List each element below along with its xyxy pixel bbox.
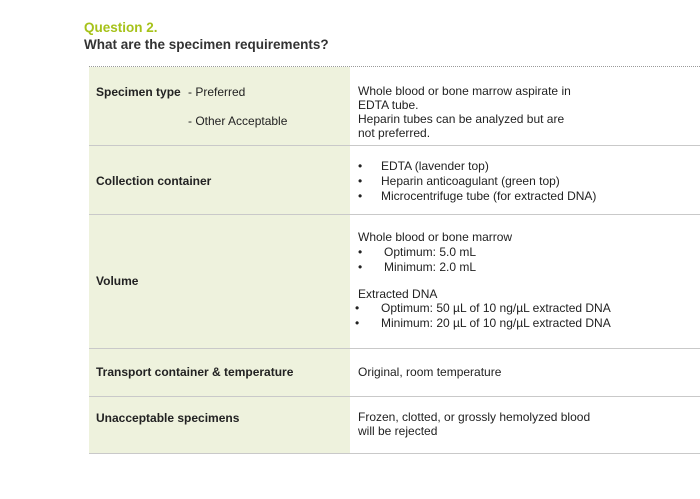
bullet-item xyxy=(358,260,476,274)
row-label-cell xyxy=(89,397,350,453)
bullet-item xyxy=(355,301,611,315)
bullet-text: Optimum: 5.0 mL xyxy=(384,245,477,259)
table-row-unacceptable xyxy=(89,397,700,454)
bullet-text: Optimum: 50 µL of 10 ng/µL extracted DNA xyxy=(381,301,611,315)
row-value-cell xyxy=(350,215,700,348)
value-line: not preferred. xyxy=(358,126,431,140)
bullet-item xyxy=(355,316,611,330)
bullet-item xyxy=(358,245,476,259)
value-line: EDTA tube. xyxy=(358,98,419,112)
row-label: Volume xyxy=(96,274,139,288)
bullet-glyph: • xyxy=(358,260,363,274)
bullet-glyph: • xyxy=(358,189,363,203)
value-line: Whole blood or bone marrow aspirate in xyxy=(358,84,571,98)
value-line: will be rejected xyxy=(358,424,438,438)
value-line: Heparin tubes can be analyzed but are xyxy=(358,112,565,126)
bullet-glyph: • xyxy=(358,245,363,259)
table-row-volume xyxy=(89,215,700,349)
row-label: Transport container & temperature xyxy=(96,365,294,379)
row-value-cell xyxy=(350,146,700,214)
row-label-cell xyxy=(89,215,350,348)
bullet-text: EDTA (lavender top) xyxy=(381,159,489,173)
row-label-cell xyxy=(89,67,350,145)
row-value-text xyxy=(358,84,571,140)
row-label: Specimen type xyxy=(96,85,181,99)
row-label: Collection container xyxy=(96,174,212,188)
bullet-glyph: • xyxy=(355,316,360,330)
table-row-collection-container xyxy=(89,146,700,215)
bullet-item xyxy=(358,189,596,203)
row-label-cell xyxy=(89,349,350,396)
row-label-cell xyxy=(89,146,350,214)
row-value-text xyxy=(358,365,501,379)
table-row-specimen-type xyxy=(89,67,700,146)
value-line: Original, room temperature xyxy=(358,365,502,379)
row-value-cell xyxy=(350,349,700,396)
value-line: Frozen, clotted, or grossly hemolyzed blood xyxy=(358,410,591,424)
bullet-text: Minimum: 2.0 mL xyxy=(384,260,477,274)
row-value-cell xyxy=(350,397,700,453)
row-sublabel-preferred: - Preferred xyxy=(188,85,246,99)
row-value-text xyxy=(358,410,590,438)
volume-group1-title: Whole blood or bone marrow xyxy=(358,230,513,244)
table-row-transport xyxy=(89,349,700,397)
bullet-glyph: • xyxy=(358,174,363,188)
question-number: Question 2. xyxy=(84,20,158,35)
bullet-glyph: • xyxy=(358,159,363,173)
row-label: Unacceptable specimens xyxy=(96,411,240,425)
row-sublabel-other-acceptable: - Other Acceptable xyxy=(188,114,288,128)
bullet-text: Minimum: 20 µL of 10 ng/µL extracted DNA xyxy=(381,316,611,330)
volume-group2-title: Extracted DNA xyxy=(358,287,438,301)
row-value-cell xyxy=(350,67,700,145)
bullet-item xyxy=(358,174,560,188)
bullet-item xyxy=(358,159,489,173)
bullet-text: Microcentrifuge tube (for extracted DNA) xyxy=(381,189,597,203)
bullet-text: Heparin anticoagulant (green top) xyxy=(381,174,560,188)
bullet-glyph: • xyxy=(355,301,360,315)
question-title: What are the specimen requirements? xyxy=(84,37,329,52)
